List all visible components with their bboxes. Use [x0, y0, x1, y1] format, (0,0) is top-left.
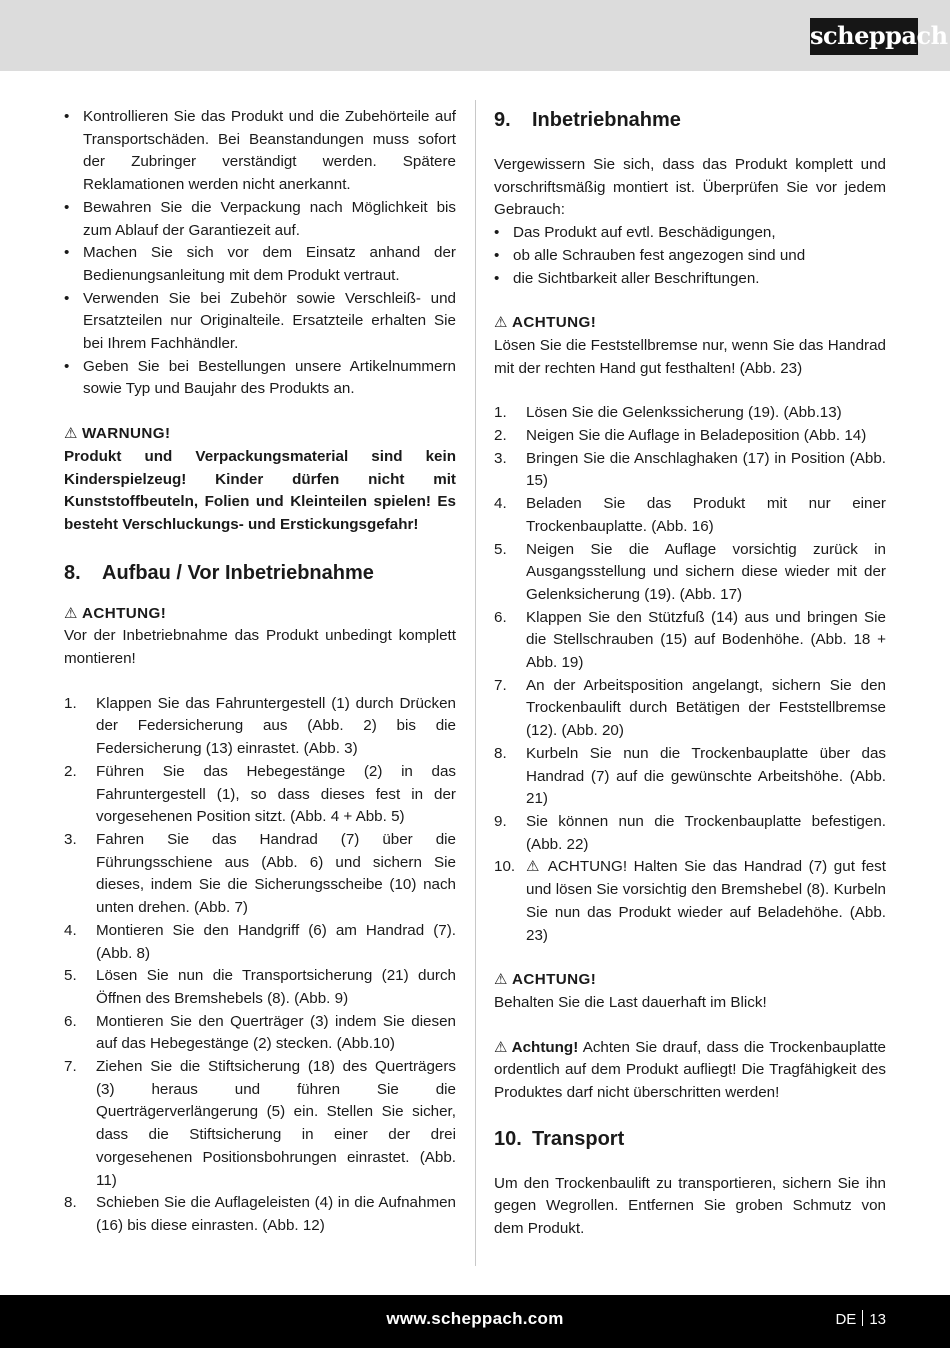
caution-heading	[64, 603, 456, 626]
list-item: 5. Lösen Sie nun die Transportsicherung (21) durch Öffnen des Bremshebels (8). (Abb. 9)	[64, 967, 456, 1007]
page-header	[0, 0, 950, 71]
caution-title: ACHTUNG!	[82, 604, 167, 622]
page-footer	[0, 1295, 950, 1348]
list-item: 5. Neigen Sie die Auflage vorsichtig zurück in Ausgangsstellung und sichern diese wieder mit der Gelenksicherung (19). (Abb. 17)	[494, 540, 886, 603]
assembly-steps	[64, 693, 456, 1238]
list-item: • Bewahren Sie die Verpackung nach Möglichkeit bis zum Ablauf der Garantiezeit auf.	[64, 197, 456, 242]
warning-icon: ⚠	[64, 425, 79, 443]
list-item: • Verwenden Sie bei Zubehör sowie Verschleiß- und Ersatzteilen nur Originalteile. Ersatzteile erhalten Sie bei Ihrem Fachhändler.	[64, 288, 456, 356]
list-item: 4. Beladen Sie das Produkt mit nur einer Trockenbauplatte. (Abb. 16)	[494, 495, 886, 535]
warning-icon: ⚠	[64, 604, 79, 622]
section-number: 10.	[494, 1127, 522, 1150]
list-item: 4. Montieren Sie den Handgriff (6) am Handrad (7). (Abb. 8)	[64, 921, 456, 962]
brand-logo: scheppach	[810, 18, 918, 55]
list-item: • Geben Sie bei Bestellungen unsere Artikelnummern sowie Typ und Baujahr des Produkts an.	[64, 356, 456, 401]
warning-icon: ⚠	[494, 1038, 508, 1056]
list-item: • die Sichtbarkeit aller Beschriftungen.	[494, 268, 886, 291]
section-10-heading	[494, 1125, 886, 1153]
check-list	[494, 222, 886, 290]
list-item: • Kontrollieren Sie das Produkt und die Zubehörteile auf Transportschäden. Bei Beanstandungen muss sofort der Zubringer verständigt werden. Spätere Reklamationen werden nicht anerkannt.	[64, 106, 456, 197]
list-item: 2. Führen Sie das Hebegestänge (2) in das Fahruntergestell (1), so dass dieses fest in der vorgesehenen Position sitzt. (Abb. 4 + Abb. 5)	[64, 762, 456, 826]
section-8-heading	[64, 559, 456, 587]
list-item: 1. Klappen Sie das Fahruntergestell (1) durch Drücken der Federsicherung aus (Abb. 2) bis die Federsicherung (13) einrastet. (Abb. 3)	[64, 694, 456, 758]
list-item: 10. ⚠ ACHTUNG! Halten Sie das Handrad (7) gut fest und lösen Sie vorsichtig den Bremshebel (8). Kurbeln Sie nun das Produkt wieder auf Beladehöhe. (Abb. 23)	[494, 858, 886, 944]
separator	[862, 1310, 863, 1326]
operation-steps	[494, 402, 886, 947]
section-title: Transport	[532, 1127, 625, 1150]
list-item: 9. Sie können nun die Trockenbauplatte befestigen. (Abb. 22)	[494, 812, 886, 853]
list-item: • Machen Sie sich vor dem Einsatz anhand der Bedienungsanleitung mit dem Produkt vertraut.	[64, 242, 456, 287]
list-item: 8. Schieben Sie die Auflageleisten (4) in die Aufnahmen (16) bis diese einrasten. (Abb. 12)	[64, 1194, 456, 1234]
caution-title: ACHTUNG!	[512, 971, 597, 989]
list-item: 1. Lösen Sie die Gelenkssicherung (19). (Abb.13)	[494, 404, 842, 422]
warning-icon: ⚠	[494, 971, 509, 989]
section-10-text: Um den Trockenbaulift zu transportieren, sichern Sie ihn gegen Wegrollen. Entfernen Sie groben Schmutz von dem Produkt.	[494, 1174, 886, 1238]
section-number: 9.	[494, 109, 511, 131]
list-item: 6. Montieren Sie den Querträger (3) indem Sie diesen auf das Hebegestänge (2) stecken. (Abb.10)	[64, 1012, 456, 1053]
caution-heading	[494, 969, 886, 992]
warning-title: WARNUNG!	[82, 425, 171, 443]
section-9-heading	[494, 106, 886, 134]
page-number: 13	[869, 1311, 886, 1328]
language-code: DE	[835, 1311, 857, 1328]
list-item: • Das Produkt auf evtl. Beschädigungen,	[494, 222, 886, 245]
warning-icon: ⚠	[494, 314, 509, 332]
section-9-intro: Vergewissern Sie sich, dass das Produkt komplett und vorschriftsmäßig montiert ist. Überprüfen Sie vor jedem Gebrauch:	[494, 156, 886, 219]
column-divider	[475, 100, 476, 1266]
caution-heading	[494, 312, 886, 335]
caution-text: Achten Sie drauf, dass die Trockenbauplatte ordentlich auf dem Produkt aufliegt! Die Tragfähigkeit des Produktes darf nicht überschritten werden!	[494, 1038, 886, 1102]
caution-text: Behalten Sie die Last dauerhaft im Blick!	[494, 993, 767, 1011]
page-indicator	[835, 1310, 886, 1328]
list-item: 6. Klappen Sie den Stützfuß (14) aus und bringen Sie die Stellschrauben (15) auf Bodenhöhe. (Abb. 18 + Abb. 19)	[494, 608, 886, 672]
caution-title: Achtung!	[511, 1038, 579, 1056]
list-item: 3. Fahren Sie das Handrad (7) über die Führungsschiene aus (Abb. 6) und sichern Sie dieses, indem Sie die Sicherungsscheibe (10) nach unten drehen. (Abb. 7)	[64, 830, 456, 917]
caution-text: Vor der Inbetriebnahme das Produkt unbedingt komplett montieren!	[64, 627, 456, 668]
right-column	[494, 106, 886, 1241]
section-title: Aufbau / Vor Inbetriebnahme	[102, 561, 374, 584]
caution-title: ACHTUNG!	[512, 314, 597, 332]
website-link[interactable]: www.scheppach.com	[386, 1309, 564, 1328]
left-column	[64, 106, 456, 1238]
list-item: 3. Bringen Sie die Anschlaghaken (17) in Position (Abb. 15)	[494, 449, 886, 490]
list-item: 7. An der Arbeitsposition angelangt, sichern Sie den Trockenbaulift durch Betätigen der Feststellbremse (12). (Abb. 20)	[494, 676, 886, 740]
list-item: 7. Ziehen Sie die Stiftsicherung (18) des Querträgers (3) heraus und führen Sie die Querträgerverlängerung (5) ein. Stellen Sie sicher, dass die Stiftsicherung in einer der drei vorgesehenen Positionsbohrungen einrastet. (Abb. 11)	[64, 1058, 456, 1189]
list-item: 8. Kurbeln Sie nun die Trockenbauplatte über das Handrad (7) auf die gewünschte Arbeitshöhe. (Abb. 21)	[494, 744, 886, 808]
caution-paragraph	[494, 1037, 886, 1105]
section-title: Inbetriebnahme	[532, 109, 681, 131]
caution-text: Lösen Sie die Feststellbremse nur, wenn Sie das Handrad mit der rechten Hand gut festhalten! (Abb. 23)	[494, 336, 886, 377]
list-item: 2. Neigen Sie die Auflage in Beladeposition (Abb. 14)	[494, 427, 867, 445]
warning-heading	[64, 423, 456, 446]
intro-bullet-list	[64, 106, 456, 401]
warning-text: Produkt und Verpackungsmaterial sind kein Kinderspielzeug! Kinder dürfen nicht mit Kunststoffbeuteln, Folien und Kleinteilen spielen! Es besteht Verschluckungs- und Erstickungsgefahr!	[64, 447, 456, 533]
section-number: 8.	[64, 561, 81, 584]
list-item: • ob alle Schrauben fest angezogen sind und	[494, 245, 886, 268]
